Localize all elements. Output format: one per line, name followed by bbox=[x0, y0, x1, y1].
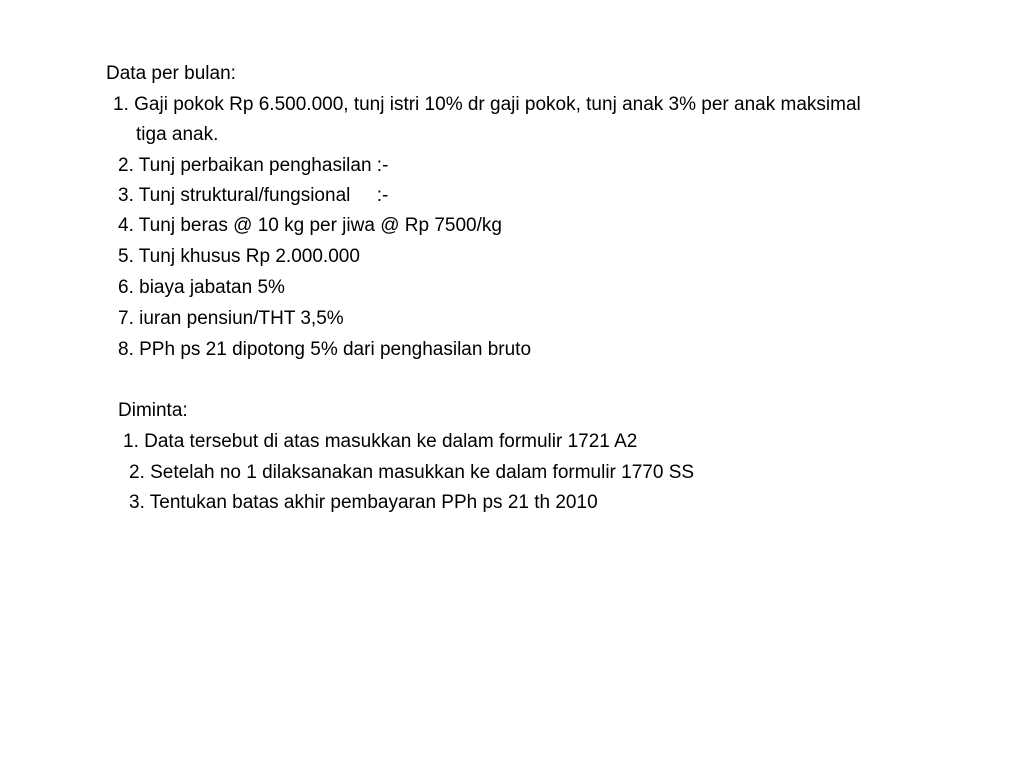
data-item-8: 8. PPh ps 21 dipotong 5% dari penghasilan bruto bbox=[118, 339, 532, 360]
data-item-5: 5. Tunj khusus Rp 2.000.000 bbox=[118, 246, 360, 267]
data-item-6: 6. biaya jabatan 5% bbox=[118, 277, 285, 298]
data-item-1-continuation: tiga anak. bbox=[136, 124, 219, 145]
request-item-2: 2. Setelah no 1 dilaksanakan masukkan ke dalam formulir 1770 SS bbox=[129, 462, 695, 483]
request-item-3: 3. Tentukan batas akhir pembayaran PPh ps 21 th 2010 bbox=[129, 492, 598, 513]
data-item-3: 3. Tunj struktural/fungsional :- bbox=[118, 185, 389, 206]
data-item-1: 1. Gaji pokok Rp 6.500.000, tunj istri 10% dr gaji pokok, tunj anak 3% per anak maksimal bbox=[113, 94, 861, 115]
request-heading: Diminta: bbox=[118, 400, 188, 421]
data-item-2: 2. Tunj perbaikan penghasilan :- bbox=[118, 155, 389, 176]
data-item-7: 7. iuran pensiun/THT 3,5% bbox=[118, 308, 344, 329]
data-heading: Data per bulan: bbox=[106, 63, 236, 84]
request-item-1: 1. Data tersebut di atas masukkan ke dalam formulir 1721 A2 bbox=[123, 431, 638, 452]
data-item-4: 4. Tunj beras @ 10 kg per jiwa @ Rp 7500/kg bbox=[118, 215, 502, 236]
